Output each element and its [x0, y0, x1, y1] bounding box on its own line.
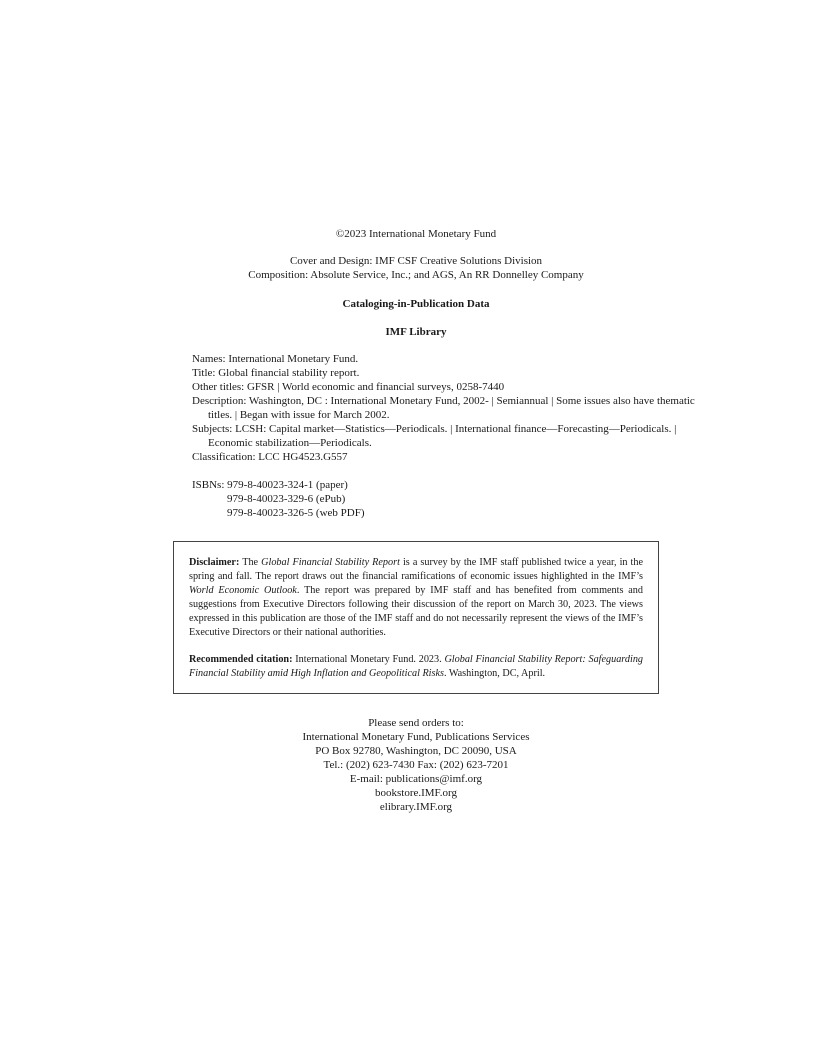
disclaimer-part: The: [242, 557, 259, 568]
report-title-italic: Global Financial Stability Report: [261, 557, 400, 568]
citation-text: [189, 653, 643, 681]
weo-title-italic: World Economic Outlook: [189, 585, 297, 596]
credits: [0, 254, 816, 282]
isbn-list: [192, 478, 364, 520]
citation-part: . Washington, DC, April.: [443, 668, 546, 679]
metadata-subjects: Subjects: LCSH: Capital market—Statistics—Periodicals. | International finance—Forecasting—Periodicals. | Economic stabilization—Periodicals.: [192, 423, 677, 449]
orders-bookstore-link[interactable]: bookstore.IMF.org: [374, 787, 458, 799]
disclaimer-label: Disclaimer:: [189, 557, 240, 568]
isbn-value: 979-8-40023-324-1 (paper): [227, 479, 348, 491]
metadata-title: Title: Global financial stability report.: [192, 367, 360, 379]
orders-phone: Tel.: (202) 623-7430 Fax: (202) 623-7201: [323, 759, 509, 771]
citation-title-italic: Global Financial Stability Report: Safeguarding Financial Stability amid High Inflation and Geopolitical Risks: [189, 654, 644, 679]
metadata-names: Names: International Monetary Fund.: [192, 353, 359, 365]
metadata-classification: Classification: LCC HG4523.G557: [192, 451, 348, 463]
isbn-paper: [192, 478, 364, 492]
citation-label: Recommended citation:: [189, 654, 293, 665]
disclaimer-text: [189, 556, 643, 640]
cover-design-credit: Cover and Design: IMF CSF Creative Solutions Division: [289, 255, 543, 267]
citation-part: International Monetary Fund. 2023.: [295, 654, 442, 665]
order-info: [0, 716, 816, 814]
isbn-label: ISBNs:: [192, 479, 225, 491]
isbn-epub: 979-8-40023-329-6 (ePub): [227, 493, 346, 505]
metadata-description: Description: Washington, DC : International Monetary Fund, 2002- | Semiannual | Some issues also have thematic titles. | Began with issue for March 2002.: [192, 395, 695, 421]
orders-email[interactable]: E-mail: publications@imf.org: [349, 773, 483, 785]
disclaimer-box: [173, 541, 659, 694]
disclaimer-part: is a survey by the IMF staff published twice a year, in the spring and fall. The report draws out the financial ramifications of economic issues highlighted in the IMF’s: [189, 557, 644, 582]
copyright-notice: ©2023 International Monetary Fund: [335, 228, 497, 240]
library-heading: IMF Library: [385, 326, 447, 338]
isbn-web-pdf: 979-8-40023-326-5 (web PDF): [227, 507, 365, 519]
disclaimer-part: . The report was prepared by IMF staff and has benefited from comments and suggestions from Executive Directors following their discussion of the report on March 30, 2023. The views expressed in this publication are those of the IMF staff and do not necessarily represent the views of the IMF’s Executive Directors or their national authorities.: [189, 585, 643, 638]
orders-organization: International Monetary Fund, Publications Services: [302, 731, 530, 743]
metadata-other-titles: Other titles: GFSR | World economic and financial surveys, 0258-7440: [192, 381, 505, 393]
cip-heading: Cataloging-in-Publication Data: [342, 298, 490, 310]
orders-heading: Please send orders to:: [368, 717, 464, 729]
orders-address: PO Box 92780, Washington, DC 20090, USA: [315, 745, 517, 757]
orders-elibrary-link[interactable]: elibrary.IMF.org: [379, 801, 453, 813]
catalog-metadata: [192, 352, 712, 464]
composition-credit: Composition: Absolute Service, Inc.; and AGS, An RR Donnelley Company: [248, 269, 584, 281]
